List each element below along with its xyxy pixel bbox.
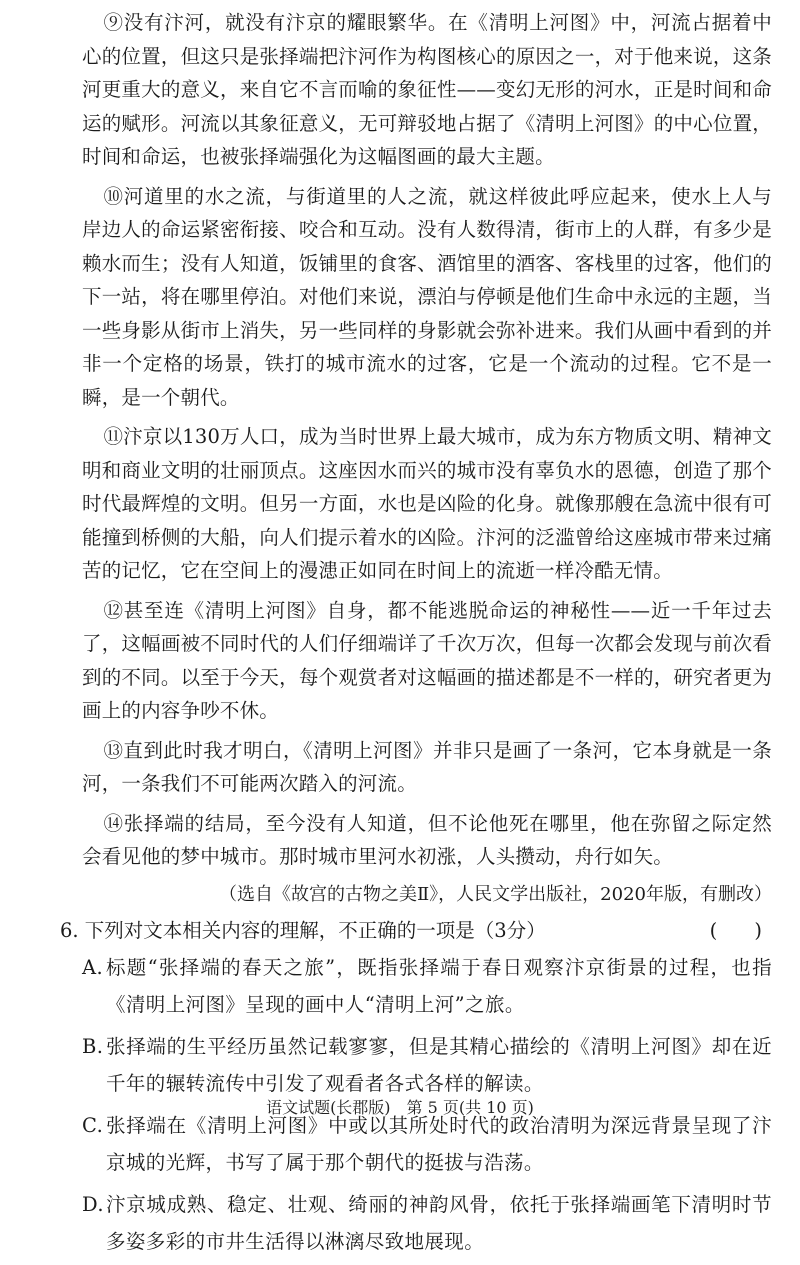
option-a: [82, 949, 772, 1024]
paragraph-9: ⑨没有汴河，就没有汴京的耀眼繁华。在《清明上河图》中，河流占据着中心的位置，但这只是张择端把汴河作为构图核心的原因之一，对于他来说，这条河更重大的意义，来自它不言而喻的象征性——变幻无形的河水，正是时间和命运的赋形。河流以其象征意义，无可辩驳地占据了《清明上河图》的中心位置，时间和命运，也被张择端强化为这幅图画的最大主题。: [82, 11, 772, 168]
exam-page: [60, 6, 772, 1265]
option-b: [82, 1028, 772, 1103]
option-text: 标题“张择端的春天之旅”，既指张择端于春日观察汴京街景的过程，也指《清明上河图》呈现的画中人“清明上河”之旅。: [106, 955, 772, 1016]
paragraph-12: ⑫甚至连《清明上河图》自身，都不能逃脱命运的神秘性——近一千年过去了，这幅画被不同时代的人们仔细端详了千次万次，但每一次都会发现与前次看到的不同。以至于今天，每个观赏者对这幅画的描述都是不一样的，研究者更为画上的内容争吵不休。: [82, 598, 772, 722]
article-body: [82, 6, 772, 874]
option-text: 张择端的生平经历虽然记载寥寥，但是其精心描绘的《清明上河图》却在近千年的辗转流传中引发了观看者各式各样的解读。: [106, 1034, 772, 1095]
option-letter: A.: [82, 955, 104, 979]
option-letter: B.: [82, 1034, 104, 1058]
option-d: [82, 1186, 772, 1261]
option-text: 汴京城成熟、稳定、壮观、绮丽的神韵风骨，依托于张择端画笔下清明时节多姿多彩的市井生活得以淋漓尽致地展现。: [106, 1192, 772, 1253]
option-letter: D.: [82, 1192, 104, 1216]
paragraph-14: ⑭张择端的结局，至今没有人知道，但不论他死在哪里，他在弥留之际定然会看见他的梦中城市。那时城市里河水初涨，人头攒动，舟行如矢。: [82, 811, 772, 868]
question-stem: 6. 下列对文本相关内容的理解，不正确的一项是（3分）: [60, 918, 546, 942]
answer-bracket: ( ): [709, 918, 762, 942]
option-letter: C.: [82, 1113, 104, 1137]
page-footer: 语文试题(长郡版) 第 5 页(共 10 页): [266, 1098, 534, 1117]
paragraph-11: ⑪汴京以130万人口，成为当时世界上最大城市，成为东方物质文明、精神文明和商业文明的壮丽顶点。这座因水而兴的城市没有辜负水的恩德，创造了那个时代最辉煌的文明。但另一方面，水也是凶险的化身。就像那艘在急流中很有可能撞到桥侧的大船，向人们提示着水的凶险。汴河的泛滥曾给这座城市带来过痛苦的记忆，它在空间上的漫漶正如同在时间上的流逝一样冷酷无情。: [82, 425, 772, 582]
source-citation: （选自《故宫的古物之美Ⅱ》，人民文学出版社，2020年版，有删改）: [218, 883, 772, 905]
question-6: [60, 914, 772, 947]
paragraph-13: ⑬直到此时我才明白，《清明上河图》并非只是画了一条河，它本身就是一条河，一条我们不可能两次踏入的河流。: [82, 738, 772, 795]
paragraph-10: ⑩河道里的水之流，与街道里的人之流，就这样彼此呼应起来，使水上人与岸边人的命运紧密衔接、咬合和互动。没有人数得清，街市上的人群，有多少是赖水而生；没有人知道，饭铺里的食客、酒馆里的酒客、客栈里的过客，他们的下一站，将在哪里停泊。对他们来说，漂泊与停顿是他们生命中永远的主题，当一些身影从街市上消失，另一些同样的身影就会弥补进来。我们从画中看到的并非一个定格的场景，铁打的城市流水的过客，它是一个流动的过程。它不是一瞬，是一个朝代。: [82, 184, 772, 409]
option-text: 张择端在《清明上河图》中或以其所处时代的政治清明为深远背景呈现了汴京城的光辉，书写了属于那个朝代的挺拔与浩荡。: [106, 1113, 772, 1174]
